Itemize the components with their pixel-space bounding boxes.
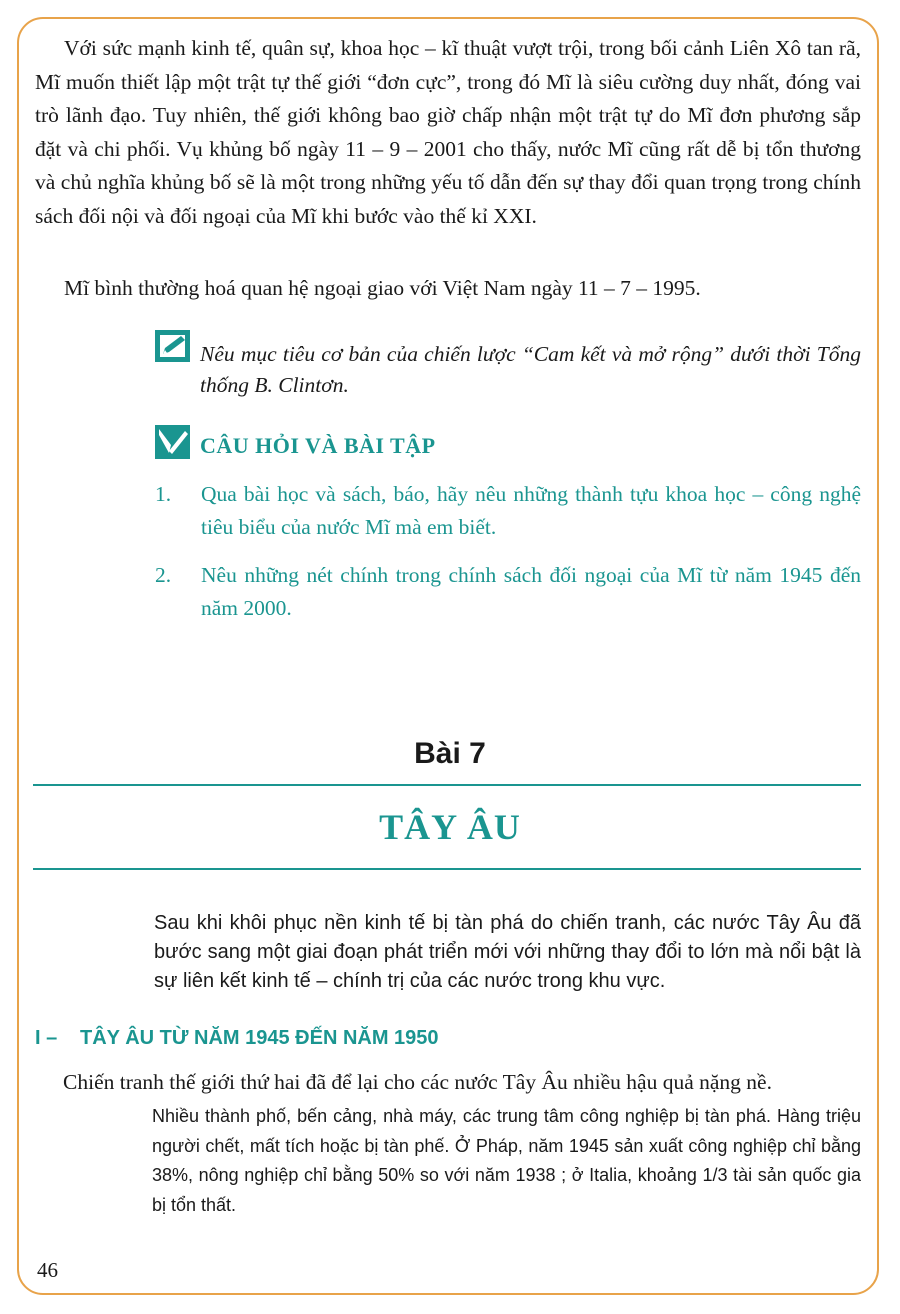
- section-heading: [35, 1027, 439, 1050]
- lesson-number: Bài 7: [414, 737, 486, 770]
- section-paragraph: Chiến tranh thế giới thứ hai đã để lại cho các nước Tây Âu nhiều hậu quả nặng nề.: [63, 1070, 772, 1094]
- exercise-text: Qua bài học và sách, báo, hãy nêu những thành tựu khoa học – công nghệ tiêu biểu của nước Mĩ mà em biết.: [201, 482, 861, 539]
- exercise-number: 1.: [155, 482, 172, 506]
- normalization-note: Mĩ bình thường hoá quan hệ ngoại giao với Việt Nam ngày 11 – 7 – 1995.: [64, 276, 701, 300]
- intro-paragraph: Với sức mạnh kinh tế, quân sự, khoa học – kĩ thuật vượt trội, trong bối cảnh Liên Xô tan rã, Mĩ muốn thiết lập một trật tự thế giới “đơn cực”, trong đó Mĩ là siêu cường duy nhất, đóng vai trò lãnh đạo. Tuy nhiên, thế giới không bao giờ chấp nhận một trật tự do Mĩ đơn phương sắp đặt và chi phối. Vụ khủng bố ngày 11 – 9 – 2001 cho thấy, nước Mĩ cũng rất dễ bị tổn thương và chủ nghĩa khủng bố sẽ là một trong những yếu tố dẫn đến sự thay đổi quan trọng trong chính sách đối nội và đối ngoại của Mĩ khi bước vào thế kỉ XXI.: [35, 36, 861, 228]
- page-number: 46: [37, 1258, 58, 1282]
- lesson-title: TÂY ÂU: [379, 807, 521, 847]
- lesson-intro: Sau khi khôi phục nền kinh tế bị tàn phá do chiến tranh, các nước Tây Âu đã bước sang một giai đoạn phát triển mới với những thay đổi to lớn mà nổi bật là sự liên kết kinh tế – chính trị của các nước trong khu vực.: [154, 912, 861, 992]
- pencil-check-icon: [155, 425, 190, 459]
- section-title: TÂY ÂU TỪ NĂM 1945 ĐẾN NĂM 1950: [80, 1027, 439, 1049]
- exercise-text: Nêu những nét chính trong chính sách đối ngoại của Mĩ từ năm 1945 đến năm 2000.: [201, 563, 861, 620]
- divider-bottom: [33, 868, 861, 870]
- exercises-heading: CÂU HỎI VÀ BÀI TẬP: [200, 433, 436, 458]
- exercise-number: 2.: [155, 563, 172, 587]
- section-number: I –: [35, 1027, 58, 1049]
- divider-top: [33, 784, 861, 786]
- exercise-item: [155, 478, 861, 544]
- discussion-question: Nêu mục tiêu cơ bản của chiến lược “Cam kết và mở rộng” dưới thời Tổng thống B. Clintơn.: [200, 342, 861, 397]
- pencil-note-icon: [155, 330, 190, 362]
- exercise-item: [155, 559, 861, 625]
- section-detail: Nhiều thành phố, bến cảng, nhà máy, các trung tâm công nghiệp bị tàn phá. Hàng triệu người chết, mất tích hoặc bị tàn phế. Ở Pháp, năm 1945 sản xuất công nghiệp chỉ bằng 38%, nông nghiệp chỉ bằng 50% so với năm 1938 ; ở Italia, khoảng 1/3 tài sản quốc gia bị tổn thất.: [152, 1106, 861, 1215]
